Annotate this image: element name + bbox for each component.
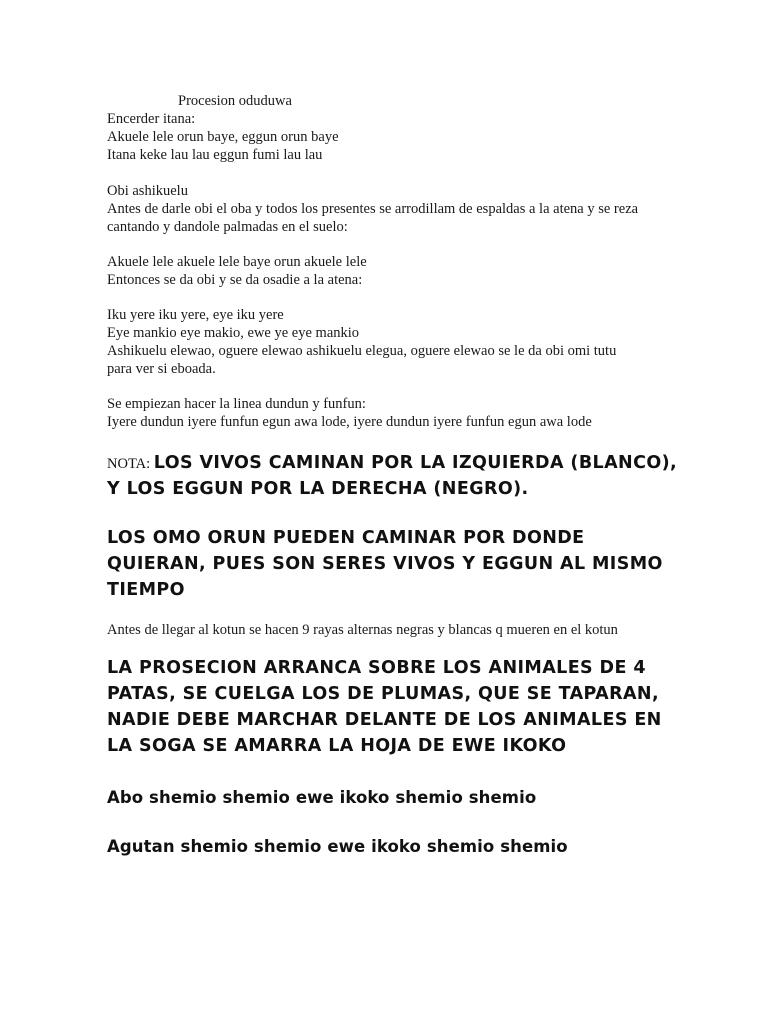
iku-line: Iku yere iku yere, eye iku yere — [107, 307, 284, 323]
nota-label: NOTA: — [107, 456, 154, 472]
obi-line: Antes de darle obi el oba y todos los presentes se arrodillam de espaldas a la atena y se reza — [107, 201, 639, 217]
obi-line: cantando y dandole palmadas en el suelo: — [107, 219, 348, 235]
intro-line: Akuele lele orun baye, eggun orun baye — [107, 129, 339, 145]
akuele-line: Akuele lele akuele lele baye orun akuele lele — [107, 254, 367, 270]
document-title: Procesion oduduwa — [178, 93, 292, 109]
omo-line: TIEMPO — [107, 580, 185, 600]
chant-line: Agutan shemio shemio ewe ikoko shemio shemio — [107, 837, 568, 856]
intro-line: Encerder itana: — [107, 111, 196, 127]
linea-line: Se empiezan hacer la linea dundun y funfun: — [107, 396, 366, 412]
nota-line — [107, 450, 677, 477]
iku-line: para ver si eboada. — [107, 361, 216, 377]
prosecion-line: LA PROSECION ARRANCA SOBRE LOS ANIMALES DE 4 — [107, 658, 646, 678]
omo-line: LOS OMO ORUN PUEDEN CAMINAR POR DONDE — [107, 528, 585, 548]
prosecion-line: PATAS, SE CUELGA LOS DE PLUMAS, QUE SE TAPARAN, — [107, 684, 660, 704]
nota-text: LOS VIVOS CAMINAN POR LA IZQUIERDA (BLANCO), — [153, 453, 678, 473]
linea-line: Iyere dundun iyere funfun egun awa lode, iyere dundun iyere funfun egun awa lode — [107, 414, 592, 430]
chant-line: Abo shemio shemio ewe ikoko shemio shemio — [107, 788, 537, 807]
intro-line: Itana keke lau lau eggun fumi lau lau — [107, 147, 323, 163]
akuele-line: Entonces se da obi y se da osadie a la atena: — [107, 272, 363, 288]
omo-line: QUIERAN, PUES SON SERES VIVOS Y EGGUN AL MISMO — [107, 554, 663, 574]
prosecion-line: LA SOGA SE AMARRA LA HOJA DE EWE IKOKO — [107, 736, 567, 756]
nota-line: Y LOS EGGUN POR LA DERECHA (NEGRO). — [107, 479, 529, 499]
iku-line: Eye mankio eye makio, ewe ye eye mankio — [107, 325, 360, 341]
obi-heading: Obi ashikuelu — [107, 183, 188, 199]
iku-line: Ashikuelu elewao, oguere elewao ashikuelu elegua, oguere elewao se le da obi omi tutu — [107, 343, 617, 359]
prosecion-line: NADIE DEBE MARCHAR DELANTE DE LOS ANIMALES EN — [107, 710, 662, 730]
kotun-line: Antes de llegar al kotun se hacen 9 rayas alternas negras y blancas q mueren en el kotun — [107, 622, 618, 638]
